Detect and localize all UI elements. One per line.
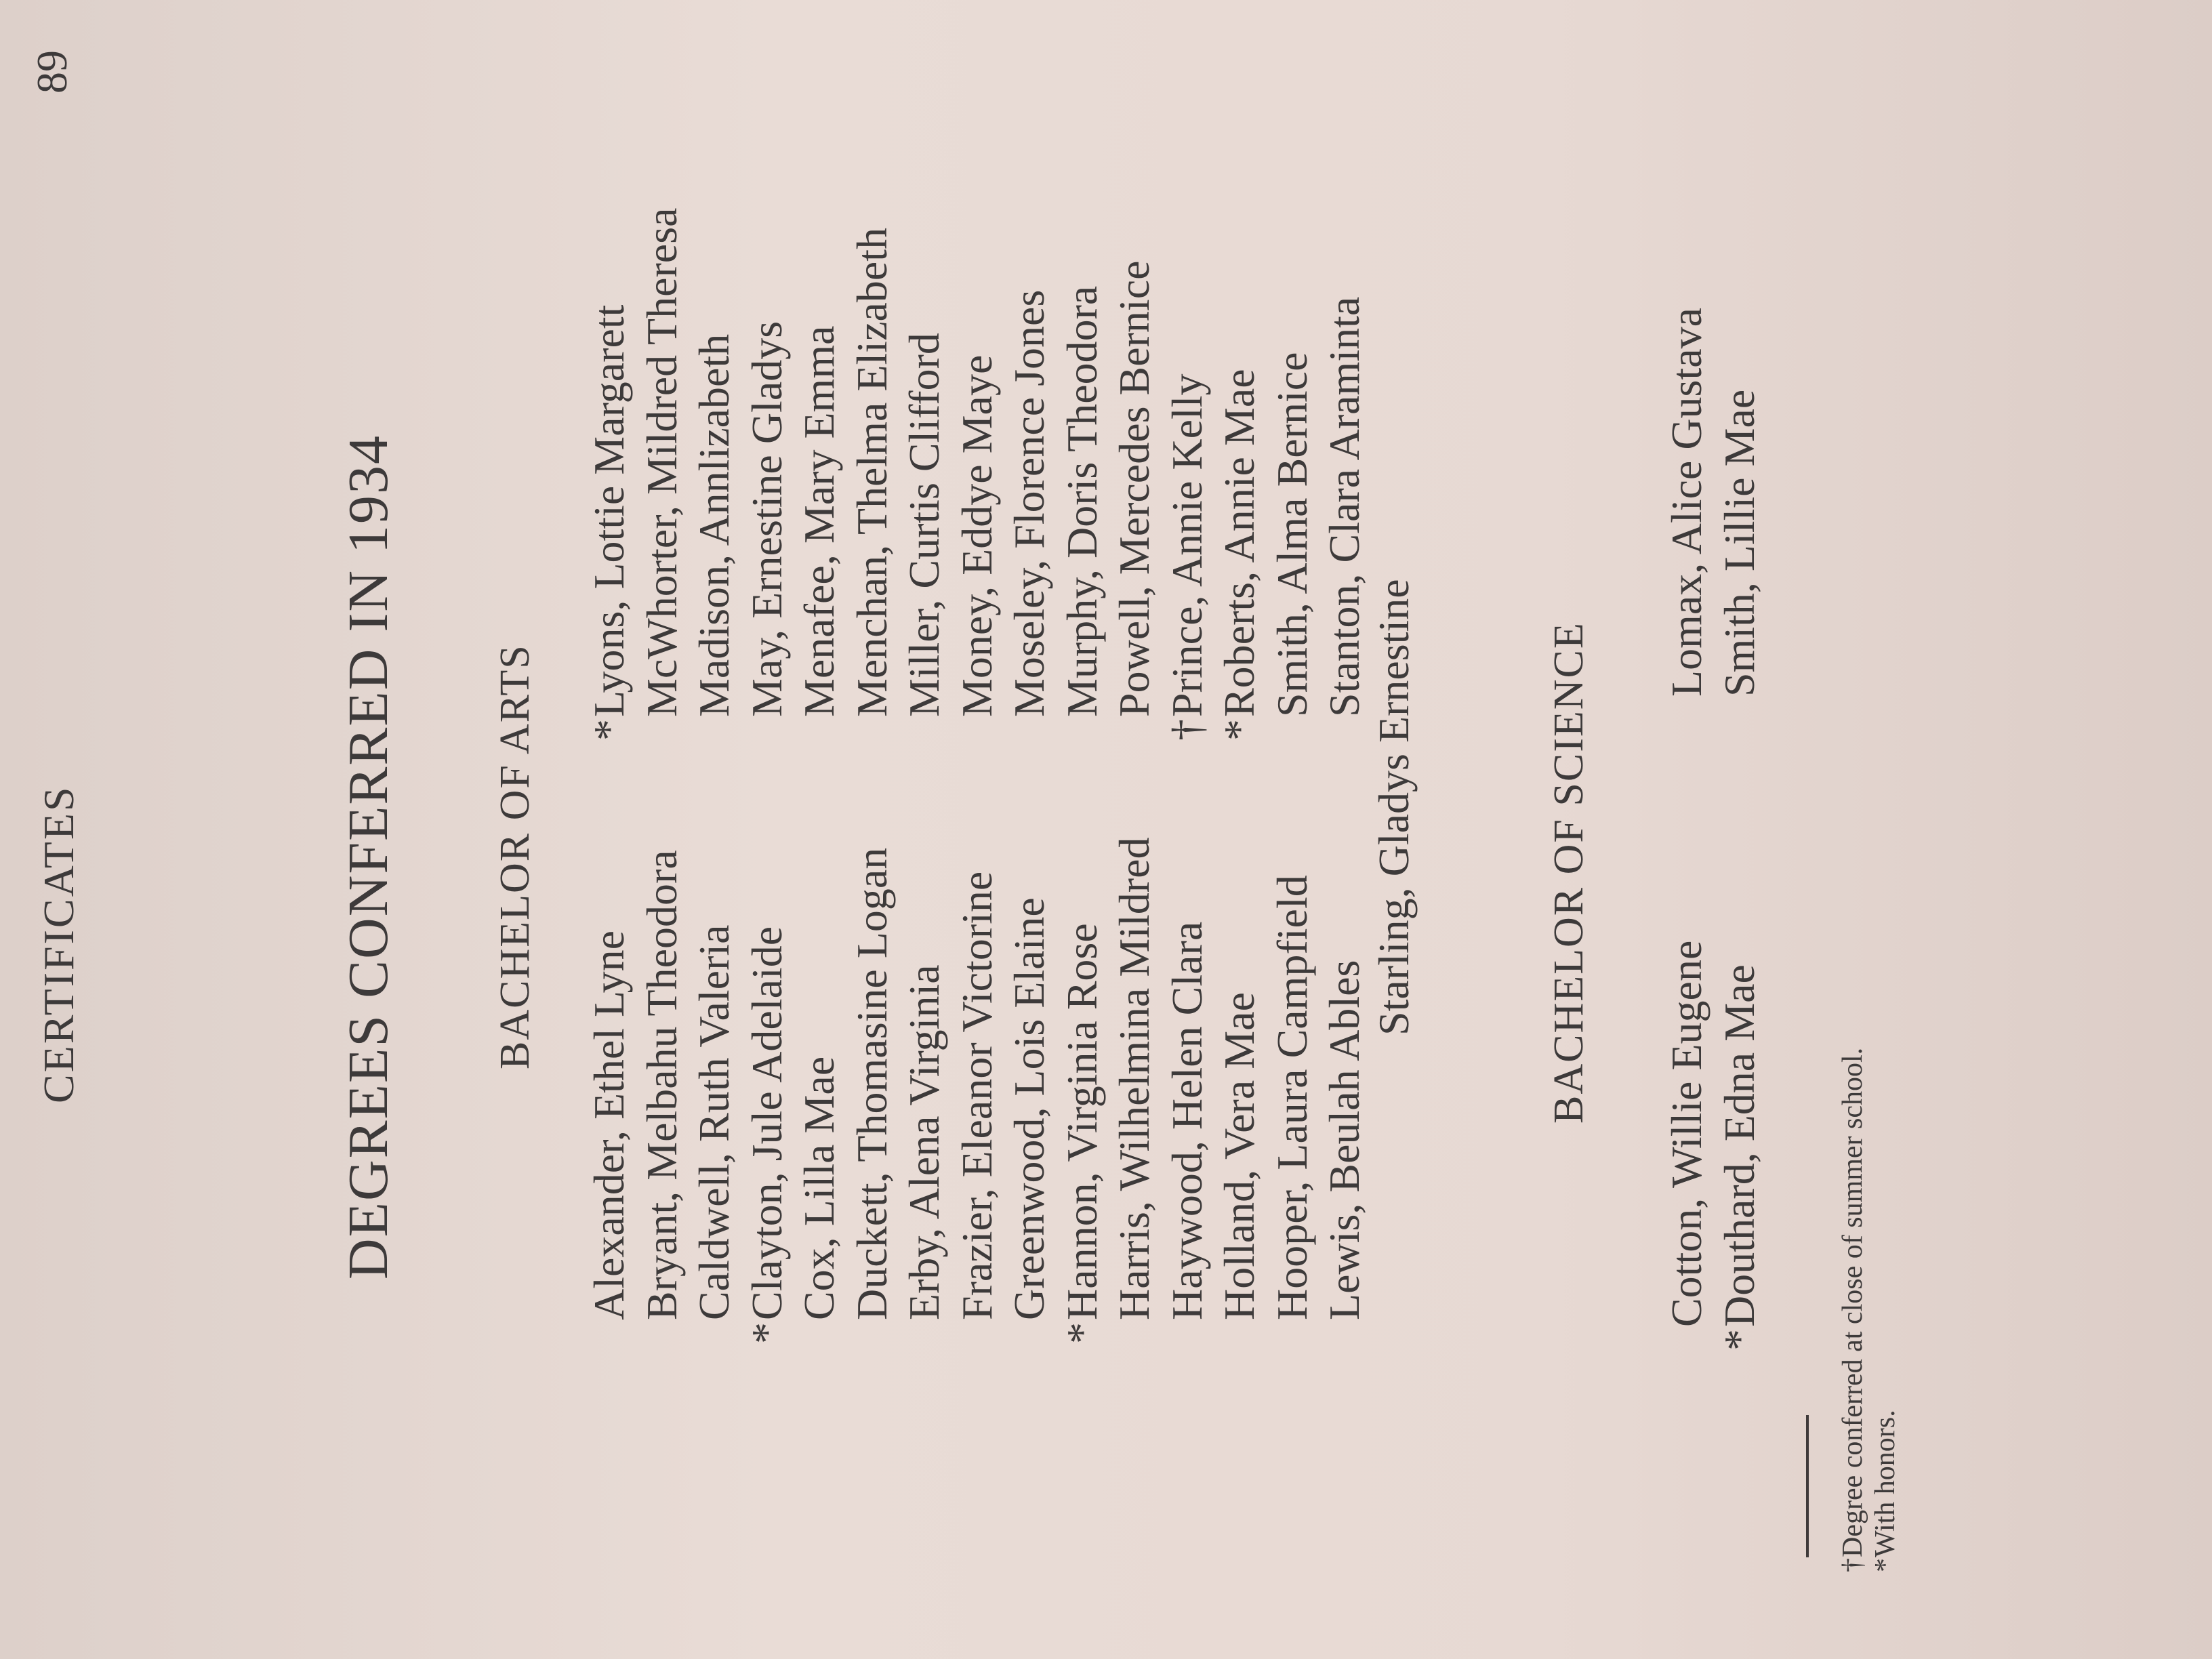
list-item: * Hannon, Virginia Rose: [1057, 923, 1106, 1344]
list-item: Lewis, Beulah Ables: [1320, 960, 1368, 1320]
page-title: DEGREES CONFERRED IN 1934: [337, 434, 400, 1279]
list-item: Hooper, Laura Campfield: [1267, 875, 1316, 1320]
list-item: Lomax, Alice Gustava: [1662, 307, 1711, 697]
bachelor-of-science-heading: BACHELOR OF SCIENCE: [1546, 621, 1592, 1124]
list-item: Cotton, Willie Eugene: [1662, 940, 1711, 1327]
list-item: May, Ernestine Gladys: [742, 321, 791, 717]
list-item: * Douthard, Edna Mae: [1715, 964, 1763, 1351]
list-item: Harris, Wilhelmina Mildred: [1110, 837, 1158, 1320]
list-item: * Lyons, Lottie Margarett: [585, 304, 633, 741]
list-item: Money, Eddye Maye: [952, 354, 1001, 717]
list-item: Stanton, Clara Araminta: [1320, 296, 1368, 717]
list-item: Cox, Lilla Mae: [795, 1056, 843, 1320]
list-item: McWhorter, Mildred Theresa: [637, 207, 686, 717]
list-item: * Clayton, Jule Adelaide: [742, 926, 791, 1344]
list-item: Frazier, Eleanor Victorine: [952, 871, 1001, 1320]
list-item: Moseley, Florence Jones: [1005, 289, 1053, 717]
list-item: * Roberts, Annie Mae: [1215, 369, 1263, 741]
list-item: Holland, Vera Mae: [1215, 992, 1263, 1320]
footnote: * With honors.: [1870, 1410, 1901, 1572]
list-item: Smith, Lillie Mae: [1715, 389, 1763, 697]
page-number: 89: [28, 50, 76, 94]
list-item: Powell, Mercedes Bernice: [1110, 260, 1158, 717]
list-item: Madison, Annlizabeth: [690, 333, 738, 717]
bachelor-of-arts-heading: BACHELOR OF ARTS: [492, 644, 538, 1069]
list-item: Haywood, Helen Clara: [1162, 921, 1211, 1320]
list-item: Miller, Curtis Clifford: [900, 333, 948, 717]
list-item: Murphy, Doris Theodora: [1057, 285, 1106, 717]
list-item: † Prince, Annie Kelly: [1162, 373, 1211, 741]
list-item: Bryant, Melbahu Theodora: [637, 850, 686, 1320]
list-item: Duckett, Thomasine Logan: [847, 847, 896, 1320]
running-head: CERTIFICATES: [35, 785, 83, 1103]
bachelor-of-arts-left-column: [583, 837, 1371, 1344]
footnote-rule: [1806, 1415, 1809, 1557]
list-item: Smith, Alma Bernice: [1267, 352, 1316, 717]
list-item: Menchan, Thelma Elizabeth: [847, 227, 896, 717]
bachelor-of-arts-last-entry: Starling, Gladys Ernestine: [1370, 579, 1418, 1036]
list-item: Alexander, Ethel Lyne: [585, 930, 633, 1320]
footnotes: [1837, 1047, 1902, 1572]
list-item: Caldwell, Ruth Valeria: [690, 924, 738, 1320]
list-item: Menafee, Mary Emma: [795, 325, 843, 717]
bachelor-of-science-left-column: [1660, 940, 1765, 1351]
footnote: † Degree conferred at close of summer school.: [1837, 1047, 1868, 1572]
bachelor-of-arts-right-column: [583, 207, 1371, 741]
list-item: Greenwood, Lois Elaine: [1005, 897, 1053, 1320]
list-item: Erby, Alena Virginia: [900, 964, 948, 1320]
bachelor-of-science-right-column: [1660, 308, 1765, 697]
